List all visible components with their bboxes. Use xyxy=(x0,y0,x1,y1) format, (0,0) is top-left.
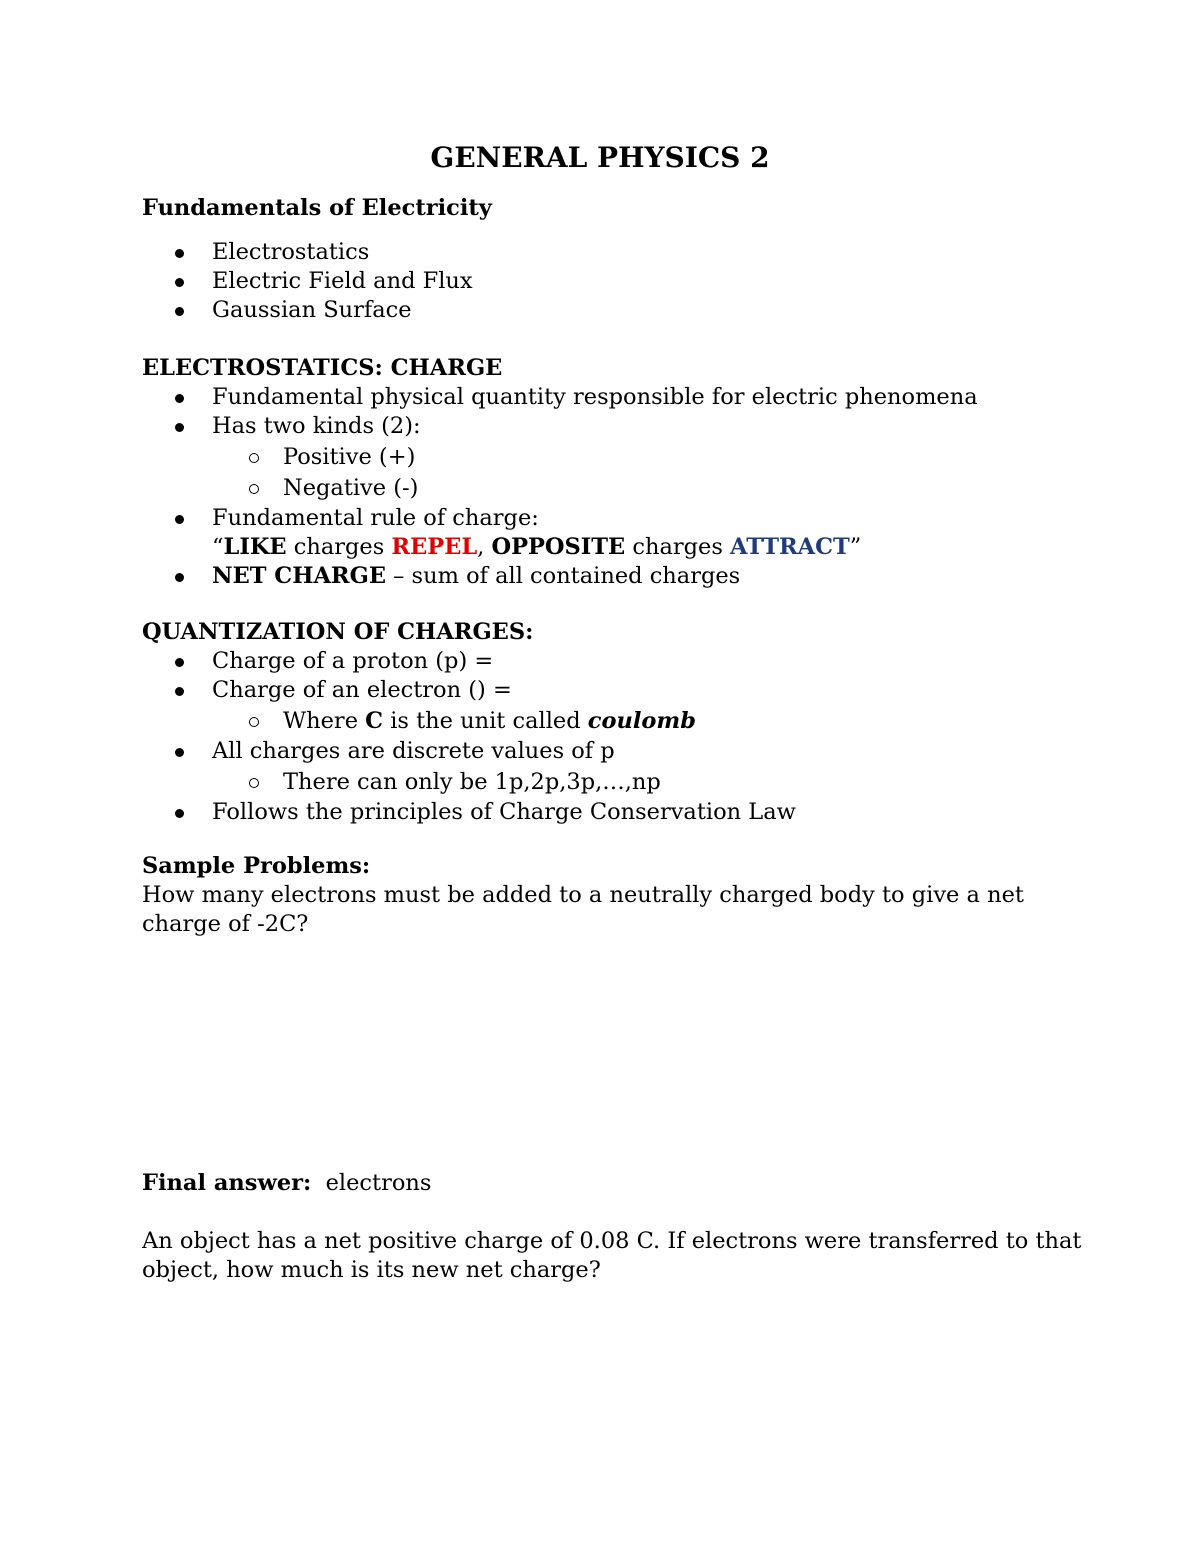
list-item: Positive (+) xyxy=(142,442,1082,473)
section-heading-fundamentals: Fundamentals of Electricity xyxy=(142,195,492,221)
unit-list xyxy=(212,706,1082,737)
circle-bullet-icon xyxy=(249,453,259,463)
circle-bullet-icon xyxy=(249,778,259,788)
list-item: Where C is the unit called coulomb xyxy=(142,706,1082,737)
bullet-icon xyxy=(175,687,184,696)
section-heading-charge: ELECTROSTATICS: CHARGE xyxy=(142,355,503,381)
list-item: Gaussian Surface xyxy=(142,296,1082,325)
circle-bullet-icon xyxy=(249,484,259,494)
bullet-icon xyxy=(175,515,184,524)
list-item: NET CHARGE – sum of all contained charges xyxy=(142,562,1082,591)
list-item: Electric Field and Flux xyxy=(142,267,1082,296)
list-item: Fundamental rule of charge: “LIKE charges REPEL, OPPOSITE charges ATTRACT” xyxy=(142,504,1082,562)
topic-list xyxy=(142,238,1082,325)
bullet-icon xyxy=(175,394,184,403)
bullet-icon xyxy=(175,249,184,258)
page-title: GENERAL PHYSICS 2 xyxy=(430,141,770,174)
list-item: Electrostatics xyxy=(142,238,1082,267)
problem-2: An object has a net positive charge of 0.08 C. If electrons were transferred to that object, how much is its new net charge? xyxy=(142,1228,1082,1283)
charge-list xyxy=(142,383,1082,591)
bullet-icon xyxy=(175,658,184,667)
section-sample-problems xyxy=(142,852,1082,939)
list-item: Charge of an electron () = Where C is the unit called coulomb xyxy=(142,676,1082,737)
list-item: Follows the principles of Charge Conservation Law xyxy=(142,798,1082,827)
charge-kinds-list xyxy=(212,442,1082,504)
section-heading-sample: Sample Problems: xyxy=(142,853,371,879)
bullet-icon xyxy=(175,423,184,432)
section-fundamentals xyxy=(142,194,1082,325)
final-answer xyxy=(142,1169,1082,1198)
bullet-icon xyxy=(175,573,184,582)
list-item: There can only be 1p,2p,3p,…,np xyxy=(142,767,1082,798)
final-answer-value: electrons xyxy=(311,1170,432,1196)
bullet-icon xyxy=(175,278,184,287)
discrete-list xyxy=(212,767,1082,798)
list-item: All charges are discrete values of p There can only be 1p,2p,3p,…,np xyxy=(142,737,1082,798)
list-item: Fundamental physical quantity responsible for electric phenomena xyxy=(142,383,1082,412)
bullet-icon xyxy=(175,748,184,757)
problem-1: How many electrons must be added to a neutrally charged body to give a net charge of -2C? xyxy=(142,882,1024,937)
section-electrostatics-charge xyxy=(142,354,1082,591)
final-answer-label: Final answer: xyxy=(142,1170,312,1196)
section-heading-quantization: QUANTIZATION OF CHARGES: xyxy=(142,619,534,645)
list-item: Charge of a proton (p) = xyxy=(142,647,1082,676)
section-quantization xyxy=(142,618,1082,827)
bullet-icon xyxy=(175,307,184,316)
quantization-list xyxy=(142,647,1082,827)
list-item: Has two kinds (2): Positive (+) Negative (-) xyxy=(142,412,1082,504)
attract-text: ATTRACT xyxy=(730,534,850,560)
list-item: Negative (-) xyxy=(142,473,1082,504)
charge-rule: “LIKE charges REPEL, OPPOSITE charges ATTRACT” xyxy=(212,534,862,560)
bullet-icon xyxy=(175,809,184,818)
repel-text: REPEL xyxy=(391,534,478,560)
circle-bullet-icon xyxy=(249,717,259,727)
